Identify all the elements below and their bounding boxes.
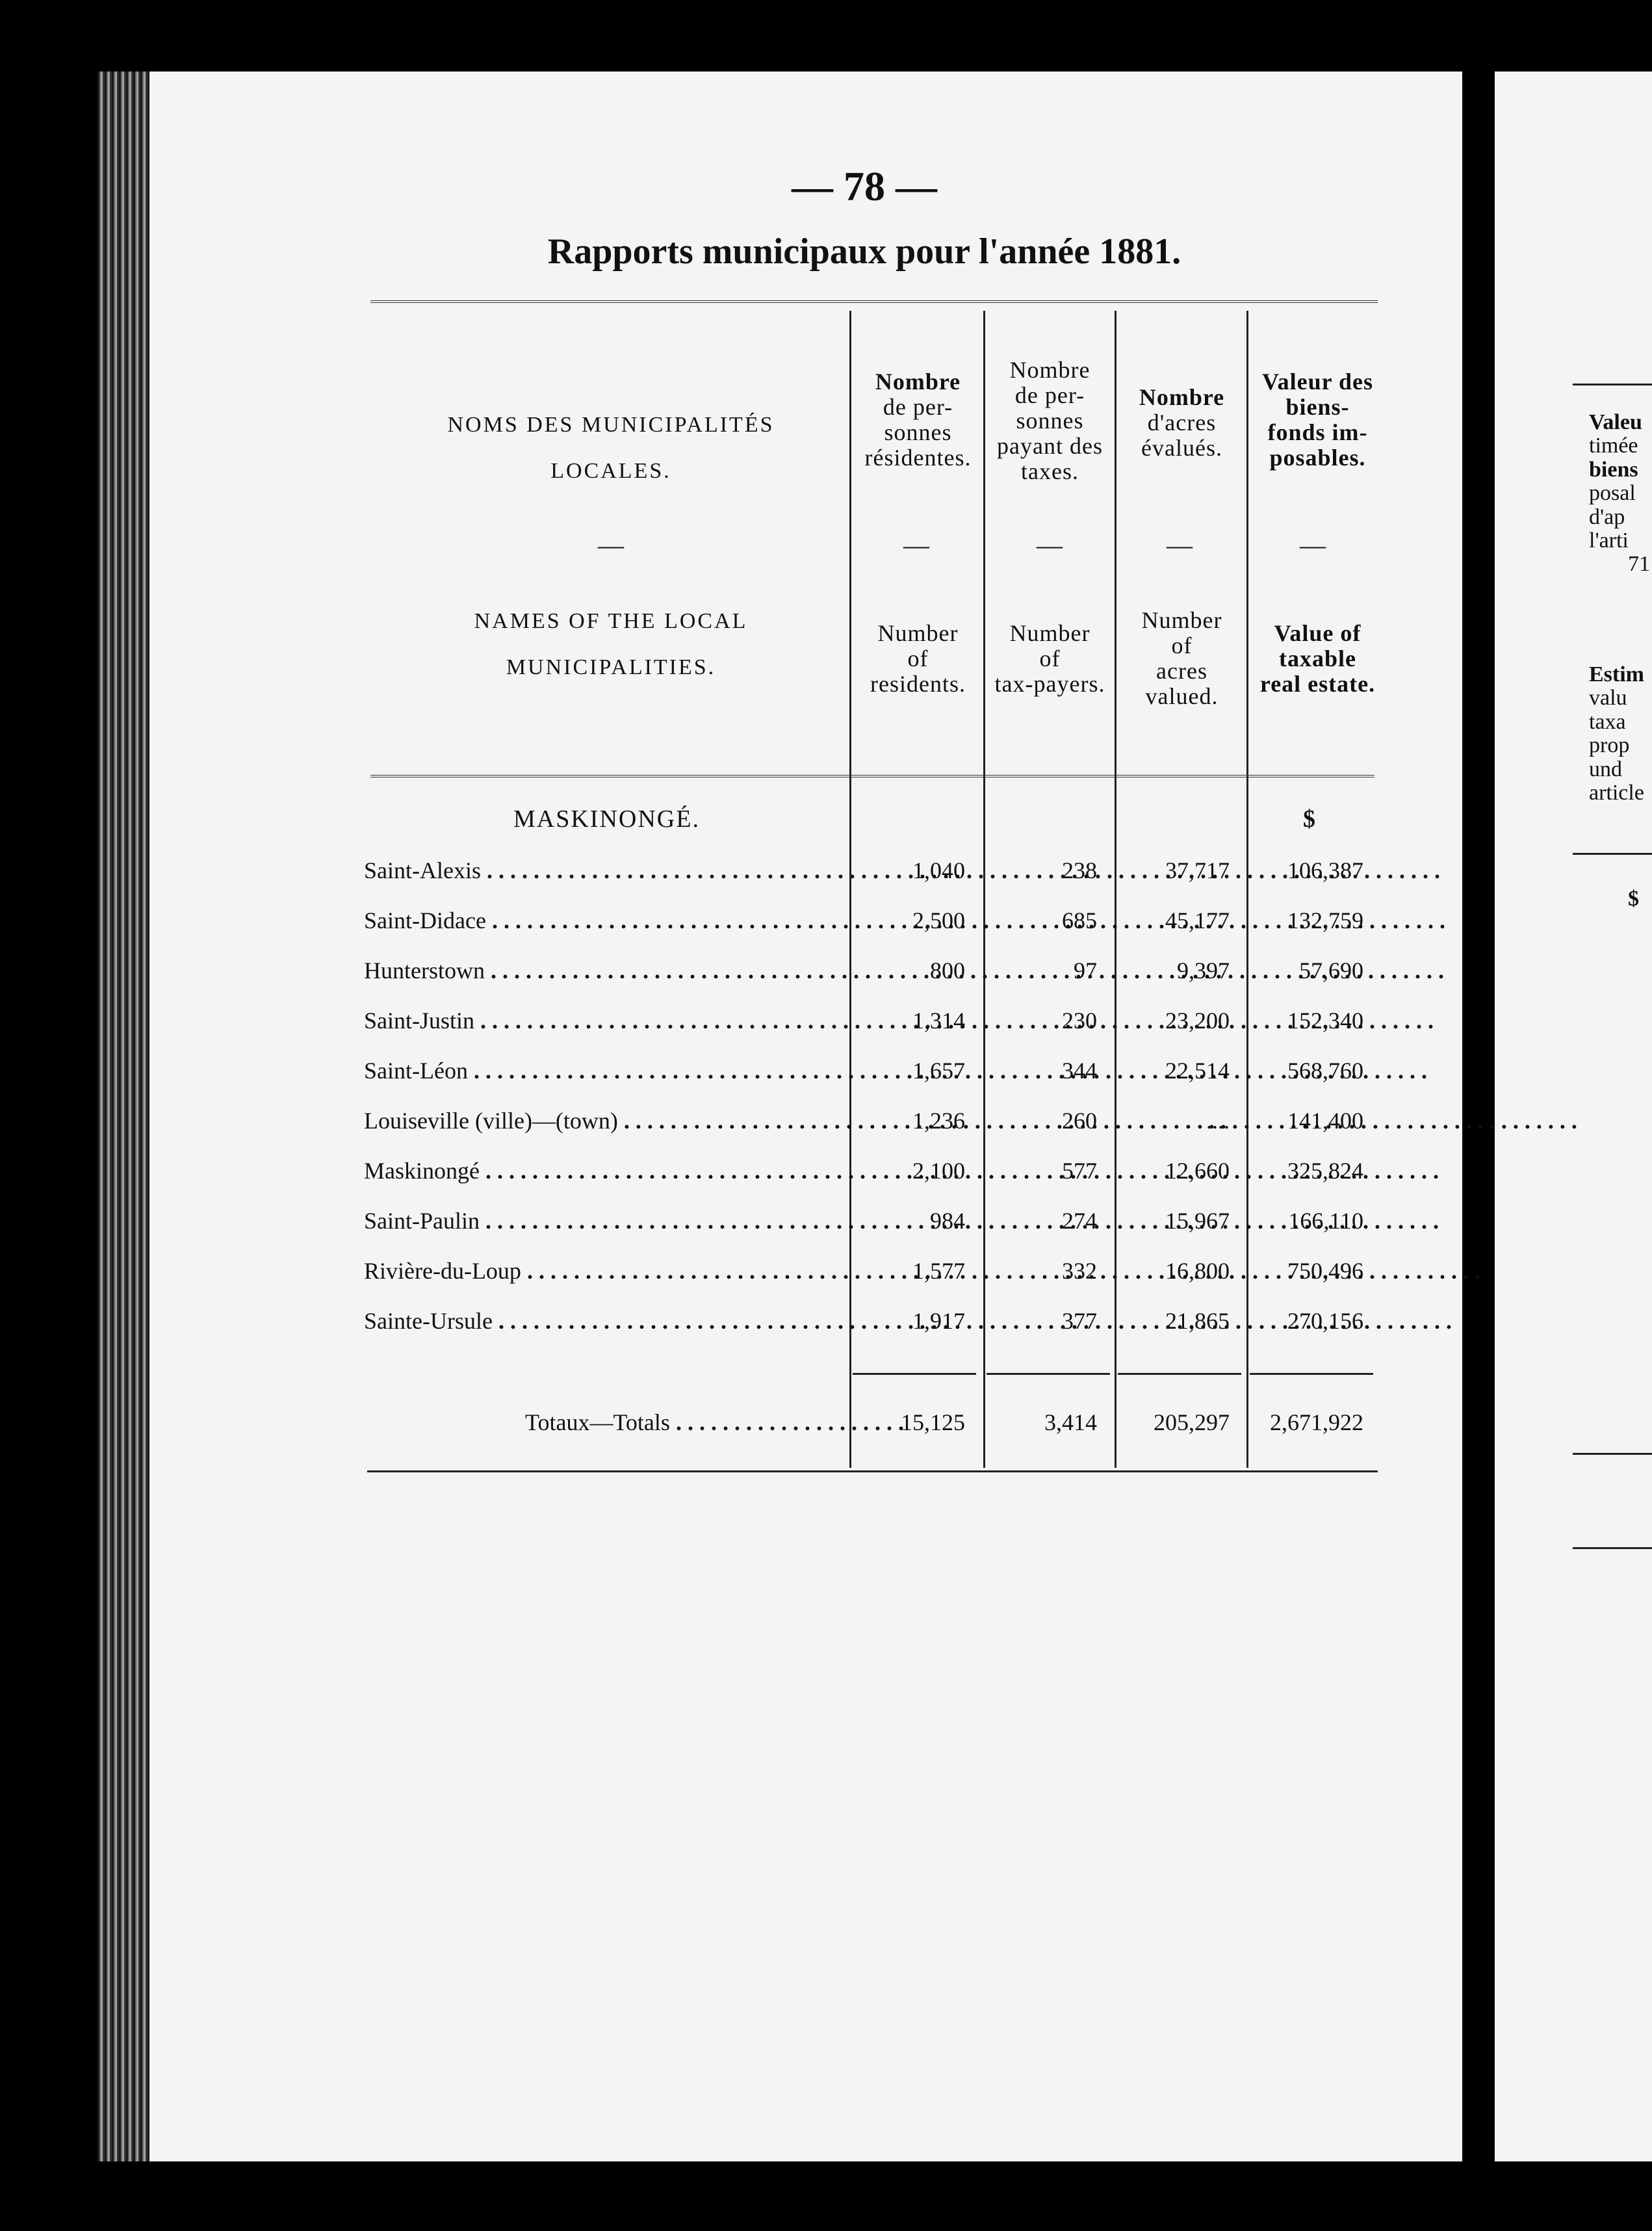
taxpayers-cell: 577 <box>1062 1158 1097 1184</box>
acres-cell: 37,717 <box>1165 857 1230 883</box>
municipality-name: Maskinongé . . . <box>364 1157 845 1184</box>
right-page-line: Valeu <box>1589 410 1642 434</box>
value-cell: 750,496 <box>1287 1258 1363 1284</box>
right-page-line: und <box>1589 757 1622 781</box>
right-page-line: taxa <box>1589 709 1626 734</box>
acres-cell: 23,200 <box>1165 1008 1230 1034</box>
sum-rule <box>1250 1373 1373 1375</box>
names-header-fr-line: NOMS DES MUNICIPALITÉS <box>447 413 775 437</box>
right-page-rule <box>1573 1453 1652 1455</box>
total-value: 2,671,922 <box>1270 1409 1363 1435</box>
table-row <box>364 857 1378 896</box>
acres-cell: 16,800 <box>1165 1258 1230 1284</box>
page-title: Rapports municipaux pour l'année 1881. <box>547 231 1181 272</box>
municipality-name: Saint-Justin . . . <box>364 1007 845 1034</box>
table-row <box>364 1207 1378 1246</box>
municipality-name: Saint-Didace . . . <box>364 907 845 934</box>
taxpayers-cell: 238 <box>1062 857 1097 883</box>
totals-row <box>364 1409 1378 1448</box>
acres-cell: 15,967 <box>1165 1208 1230 1234</box>
header-line: tax-payers. <box>994 670 1105 697</box>
header-line: évalués. <box>1141 434 1222 461</box>
col2-header-fr <box>983 358 1116 484</box>
municipality-name: Saint-Alexis . . . <box>364 857 845 884</box>
col4-header-en <box>1248 621 1387 697</box>
col1-header-en <box>851 621 985 697</box>
residents-cell: 1,040 <box>912 857 965 883</box>
header-line: Number <box>877 620 959 646</box>
taxpayers-cell: 685 <box>1062 907 1097 933</box>
value-cell: 568,760 <box>1287 1058 1363 1084</box>
header-line: sonnes <box>884 419 952 445</box>
table-row <box>364 1107 1378 1146</box>
residents-cell: 800 <box>930 958 965 984</box>
value-cell: 106,387 <box>1287 857 1363 883</box>
page-number: — 78 — <box>792 163 937 209</box>
right-page-currency: $ <box>1628 887 1639 911</box>
header-line: acres <box>1156 657 1207 684</box>
table-row <box>364 1007 1378 1046</box>
acres-cell: 9,397 <box>1177 958 1230 984</box>
names-header-en-line: MUNICIPALITIES. <box>506 655 716 680</box>
residents-cell: 1,236 <box>912 1108 965 1134</box>
table-row <box>364 1307 1378 1346</box>
header-line: sonnes <box>1016 407 1084 434</box>
taxpayers-cell: 332 <box>1062 1258 1097 1284</box>
right-page-header-en <box>1589 663 1644 805</box>
residents-cell: 2,500 <box>912 907 965 933</box>
header-line: biens- <box>1285 393 1350 420</box>
value-cell: 166,110 <box>1288 1208 1363 1234</box>
value-cell: 132,759 <box>1287 907 1363 933</box>
value-cell: 325,824 <box>1287 1158 1363 1184</box>
sum-rule <box>853 1373 976 1375</box>
names-header-en <box>374 598 848 691</box>
taxpayers-cell: 260 <box>1062 1108 1097 1134</box>
table-row <box>364 1257 1378 1296</box>
header-line: Number <box>1141 607 1222 633</box>
right-page-line: 71 <box>1628 552 1650 577</box>
right-page-line: l'arti <box>1589 528 1629 553</box>
header-line: de per- <box>883 393 953 420</box>
header-line: Nombre <box>1139 384 1225 410</box>
value-cell: 152,340 <box>1287 1008 1363 1034</box>
total-taxpayers: 3,414 <box>1044 1409 1097 1435</box>
totals-leader-dots: . . . . . . . . . . . . . . . . . . . . <box>669 1409 904 1435</box>
acres-cell: 22,514 <box>1165 1058 1230 1084</box>
header-line: de per- <box>1014 382 1085 408</box>
municipality-name: Sainte-Ursule . . . <box>364 1307 845 1335</box>
value-cell: 270,156 <box>1287 1308 1363 1334</box>
names-header-en-line: NAMES OF THE LOCAL <box>474 609 748 633</box>
table-row <box>364 957 1378 996</box>
right-page-line: article <box>1589 780 1644 805</box>
residents-cell: 1,657 <box>912 1058 965 1084</box>
header-line: residents. <box>870 670 966 697</box>
acres-cell: 45,177 <box>1165 907 1230 933</box>
header-line: Nombre <box>875 369 961 395</box>
header-line: taxable <box>1279 645 1356 672</box>
header-line: payant des <box>997 432 1103 459</box>
header-line: of <box>1039 645 1061 672</box>
header-line: of <box>1171 632 1193 659</box>
right-page-line: prop <box>1589 733 1630 758</box>
right-page-rule <box>1573 1547 1652 1549</box>
municipality-name: Rivière-du-Loup . . . <box>364 1257 845 1285</box>
municipality-name: Louiseville (ville)—(town) . . . <box>364 1107 845 1134</box>
currency-symbol: $ <box>1303 805 1315 833</box>
header-line: Value of <box>1274 620 1362 646</box>
municipality-name: Hunterstown . . . <box>364 957 845 984</box>
right-page-rule <box>1573 384 1652 385</box>
total-acres: 205,297 <box>1154 1409 1230 1435</box>
col1-header-fr <box>851 369 985 471</box>
taxpayers-cell: 274 <box>1062 1208 1097 1234</box>
header-rule <box>370 775 1375 780</box>
header-line: valued. <box>1145 683 1219 709</box>
names-header-fr <box>374 402 848 495</box>
residents-cell: 1,917 <box>912 1308 965 1334</box>
right-page-header-fr <box>1589 411 1650 577</box>
acres-cell: .... <box>1206 1108 1230 1134</box>
acres-cell: 21,865 <box>1165 1308 1230 1334</box>
residents-cell: 984 <box>930 1208 965 1234</box>
header-line: d'acres <box>1147 409 1217 436</box>
municipality-name: Saint-Léon . . . <box>364 1057 845 1084</box>
table-row <box>364 907 1378 946</box>
section-heading: MASKINONGÉ. <box>513 805 700 833</box>
header-line: fonds im- <box>1267 419 1368 445</box>
value-cell: 141,400 <box>1287 1108 1363 1134</box>
taxpayers-cell: 344 <box>1062 1058 1097 1084</box>
sum-rule <box>987 1373 1110 1375</box>
right-page-line: timée <box>1589 434 1638 458</box>
header-dash: — <box>1300 530 1326 560</box>
col2-header-en <box>983 621 1116 697</box>
col4-header-fr <box>1248 369 1387 471</box>
residents-cell: 2,100 <box>912 1158 965 1184</box>
header-line: Number <box>1009 620 1091 646</box>
right-page-line: posal <box>1589 481 1636 506</box>
header-line: taxes. <box>1021 458 1079 484</box>
right-page-line: d'ap <box>1589 504 1625 529</box>
taxpayers-cell: 97 <box>1074 958 1097 984</box>
right-page-rule <box>1573 853 1652 855</box>
residents-cell: 1,577 <box>912 1258 965 1284</box>
names-header-fr-line: LOCALES. <box>550 459 671 484</box>
totals-label-text: Totaux—Totals <box>525 1409 670 1435</box>
taxpayers-cell: 377 <box>1062 1308 1097 1334</box>
header-dash: — <box>1167 530 1193 560</box>
table-row <box>364 1157 1378 1196</box>
header-line: Valeur des <box>1261 369 1374 395</box>
right-page-line: valu <box>1589 686 1627 711</box>
col3-header-en <box>1115 608 1248 709</box>
bottom-rule <box>367 1470 1378 1472</box>
residents-cell: 1,314 <box>912 1008 965 1034</box>
right-page-line: biens <box>1589 457 1638 482</box>
sum-rule <box>1118 1373 1241 1375</box>
top-rule <box>370 300 1378 306</box>
header-line: résidentes. <box>864 444 972 471</box>
acres-cell: 12,660 <box>1165 1158 1230 1184</box>
municipality-name: Saint-Paulin . . . <box>364 1207 845 1234</box>
header-line: of <box>907 645 929 672</box>
value-cell: 57,690 <box>1299 958 1363 984</box>
taxpayers-cell: 230 <box>1062 1008 1097 1034</box>
header-dash: — <box>1037 530 1063 560</box>
total-residents: 15,125 <box>901 1409 965 1435</box>
header-line: Nombre <box>1009 357 1091 383</box>
col3-header-fr <box>1115 385 1248 461</box>
table-row <box>364 1057 1378 1096</box>
header-line: posables. <box>1269 444 1366 471</box>
header-dash: — <box>598 530 624 560</box>
header-dash: — <box>903 530 929 560</box>
header-line: real estate. <box>1259 670 1376 697</box>
right-page-line: Estim <box>1589 662 1644 686</box>
